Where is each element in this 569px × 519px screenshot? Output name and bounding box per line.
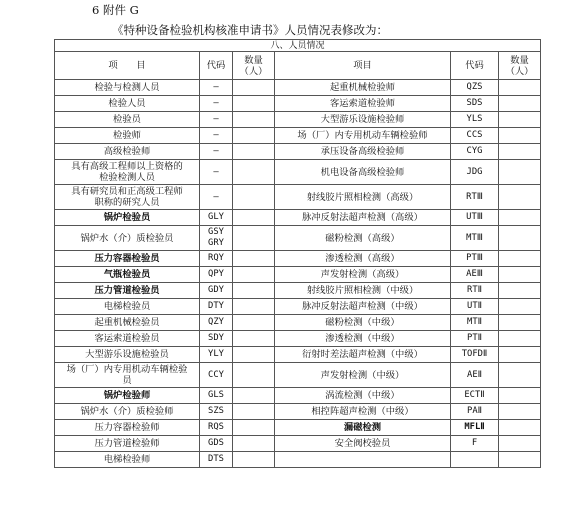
right-code-cell: JDG <box>451 160 499 185</box>
right-item-cell: 承压设备高级检验师 <box>275 144 451 160</box>
table-row <box>55 251 541 267</box>
right-count-cell <box>499 331 541 347</box>
table-title: 八、人员情况 <box>55 40 541 52</box>
left-item-cell: 锅炉检验员 <box>55 210 200 226</box>
right-count-cell <box>499 452 541 468</box>
left-code-cell: GDS <box>200 436 233 452</box>
right-code-cell: AEⅢ <box>451 267 499 283</box>
table-row <box>55 331 541 347</box>
table-row <box>55 112 541 128</box>
right-item-cell: 渗透检测（高级） <box>275 251 451 267</box>
col-header-item: 项 目 <box>55 52 200 80</box>
left-count-cell <box>233 267 275 283</box>
left-count-cell <box>233 299 275 315</box>
left-item-cell: 气瓶检验员 <box>55 267 200 283</box>
left-count-cell <box>233 347 275 363</box>
left-count-cell <box>233 96 275 112</box>
left-count-cell <box>233 185 275 210</box>
right-code-cell: MTⅡ <box>451 315 499 331</box>
left-count-cell <box>233 315 275 331</box>
right-code-cell: SDS <box>451 96 499 112</box>
right-count-cell <box>499 251 541 267</box>
right-item-cell: 客运索道检验师 <box>275 96 451 112</box>
right-code-cell: MFLⅡ <box>451 420 499 436</box>
right-code-cell: PAⅡ <box>451 404 499 420</box>
right-item-cell <box>275 452 451 468</box>
table-header-row <box>55 52 541 80</box>
left-item-cell: 压力管道检验员 <box>55 283 200 299</box>
table-row <box>55 226 541 251</box>
table-row <box>55 144 541 160</box>
right-code-cell: PTⅡ <box>451 331 499 347</box>
left-item-cell: 电梯检验师 <box>55 452 200 468</box>
right-count-cell <box>499 404 541 420</box>
left-item-cell: 检验师 <box>55 128 200 144</box>
left-item-cell: 起重机械检验员 <box>55 315 200 331</box>
table-title-row <box>55 40 541 52</box>
right-code-cell: UTⅡ <box>451 299 499 315</box>
left-code-cell: — <box>200 185 233 210</box>
left-code-cell: DTS <box>200 452 233 468</box>
right-item-cell: 磁粉检测（高级） <box>275 226 451 251</box>
left-code-cell: — <box>200 144 233 160</box>
left-item-cell: 压力管道检验师 <box>55 436 200 452</box>
right-count-cell <box>499 80 541 96</box>
left-code-cell: — <box>200 80 233 96</box>
right-item-cell: 射线胶片照相检测（高级） <box>275 185 451 210</box>
col-header-item2: 项目 <box>275 52 451 80</box>
table-row <box>55 185 541 210</box>
table-row <box>55 128 541 144</box>
left-code-cell: YLY <box>200 347 233 363</box>
left-code-cell: — <box>200 112 233 128</box>
right-count-cell <box>499 347 541 363</box>
table-row <box>55 363 541 388</box>
left-code-cell: GLY <box>200 210 233 226</box>
left-count-cell <box>233 251 275 267</box>
col-header-code: 代码 <box>200 52 233 80</box>
right-count-cell <box>499 112 541 128</box>
left-code-cell: QZY <box>200 315 233 331</box>
left-count-cell <box>233 112 275 128</box>
right-count-cell <box>499 226 541 251</box>
table-row <box>55 388 541 404</box>
right-item-cell: 射线胶片照相检测（中级） <box>275 283 451 299</box>
right-item-cell: 声发射检测（高级） <box>275 267 451 283</box>
left-item-cell: 压力容器检验师 <box>55 420 200 436</box>
right-item-cell: 安全阀校验员 <box>275 436 451 452</box>
table-row <box>55 299 541 315</box>
table-row <box>55 452 541 468</box>
amendment-intro: 《特种设备检验机构核准申请书》人员情况表修改为： <box>112 23 388 37</box>
left-count-cell <box>233 226 275 251</box>
table-row <box>55 436 541 452</box>
right-count-cell <box>499 96 541 112</box>
left-code-cell: GDY <box>200 283 233 299</box>
left-count-cell <box>233 420 275 436</box>
left-item-cell: 高级检验师 <box>55 144 200 160</box>
left-code-cell: RQS <box>200 420 233 436</box>
right-count-cell <box>499 128 541 144</box>
left-count-cell <box>233 404 275 420</box>
left-item-cell: 检验与检测人员 <box>55 80 200 96</box>
right-item-cell: 机电设备高级检验师 <box>275 160 451 185</box>
right-count-cell <box>499 299 541 315</box>
right-count-cell <box>499 420 541 436</box>
table-row <box>55 160 541 185</box>
right-count-cell <box>499 144 541 160</box>
left-item-cell: 电梯检验员 <box>55 299 200 315</box>
left-item-cell: 具有高级工程师以上资格的 检验检测人员 <box>55 160 200 185</box>
left-item-cell: 锅炉水（介）质检验师 <box>55 404 200 420</box>
right-code-cell: PTⅢ <box>451 251 499 267</box>
right-item-cell: 磁粉检测（中级） <box>275 315 451 331</box>
left-code-cell: QPY <box>200 267 233 283</box>
left-count-cell <box>233 452 275 468</box>
right-item-cell: 大型游乐设施检验师 <box>275 112 451 128</box>
table-row <box>55 404 541 420</box>
right-count-cell <box>499 436 541 452</box>
left-count-cell <box>233 283 275 299</box>
right-count-cell <box>499 210 541 226</box>
right-item-cell: 场（厂）内专用机动车辆检验师 <box>275 128 451 144</box>
personnel-table <box>54 39 541 468</box>
table-row <box>55 347 541 363</box>
right-code-cell: CYG <box>451 144 499 160</box>
right-item-cell: 涡流检测（中级） <box>275 388 451 404</box>
right-count-cell <box>499 388 541 404</box>
left-item-cell: 锅炉水（介）质检验员 <box>55 226 200 251</box>
right-code-cell: ECTⅡ <box>451 388 499 404</box>
right-code-cell: AEⅡ <box>451 363 499 388</box>
table-row <box>55 315 541 331</box>
left-item-cell: 检验人员 <box>55 96 200 112</box>
attachment-heading: 6 附件 G <box>92 3 139 17</box>
left-code-cell: SZS <box>200 404 233 420</box>
right-item-cell: 脉冲反射法超声检测（高级） <box>275 210 451 226</box>
table-row <box>55 267 541 283</box>
left-count-cell <box>233 363 275 388</box>
right-item-cell: 漏磁检测 <box>275 420 451 436</box>
right-code-cell <box>451 452 499 468</box>
right-code-cell: CCS <box>451 128 499 144</box>
table-row <box>55 96 541 112</box>
right-count-cell <box>499 363 541 388</box>
right-code-cell: YLS <box>451 112 499 128</box>
left-code-cell: DTY <box>200 299 233 315</box>
left-item-cell: 锅炉检验师 <box>55 388 200 404</box>
left-item-cell: 压力容器检验员 <box>55 251 200 267</box>
col-header-count: 数量 （人） <box>233 52 275 80</box>
col-header-count2: 数量 （人） <box>499 52 541 80</box>
right-item-cell: 衍射时差法超声检测（中级） <box>275 347 451 363</box>
left-count-cell <box>233 210 275 226</box>
left-item-cell: 客运索道检验员 <box>55 331 200 347</box>
left-code-cell: — <box>200 160 233 185</box>
left-count-cell <box>233 331 275 347</box>
left-count-cell <box>233 160 275 185</box>
right-item-cell: 声发射检测（中级） <box>275 363 451 388</box>
left-count-cell <box>233 388 275 404</box>
left-code-cell: — <box>200 128 233 144</box>
table-row <box>55 210 541 226</box>
right-code-cell: TOFDⅡ <box>451 347 499 363</box>
left-code-cell: GSY GRY <box>200 226 233 251</box>
right-item-cell: 起重机械检验师 <box>275 80 451 96</box>
right-code-cell: QZS <box>451 80 499 96</box>
right-code-cell: F <box>451 436 499 452</box>
left-count-cell <box>233 144 275 160</box>
table-row <box>55 80 541 96</box>
right-code-cell: RTⅢ <box>451 185 499 210</box>
right-count-cell <box>499 283 541 299</box>
col-header-code2: 代码 <box>451 52 499 80</box>
right-code-cell: MTⅢ <box>451 226 499 251</box>
left-code-cell: GLS <box>200 388 233 404</box>
left-code-cell: RQY <box>200 251 233 267</box>
table-row <box>55 420 541 436</box>
right-code-cell: UTⅢ <box>451 210 499 226</box>
left-item-cell: 大型游乐设施检验员 <box>55 347 200 363</box>
left-item-cell: 场（厂）内专用机动车辆检验 员 <box>55 363 200 388</box>
right-count-cell <box>499 185 541 210</box>
left-count-cell <box>233 128 275 144</box>
left-item-cell: 具有研究员和正高级工程师 职称的研究人员 <box>55 185 200 210</box>
right-count-cell <box>499 315 541 331</box>
right-count-cell <box>499 267 541 283</box>
table-row <box>55 283 541 299</box>
left-item-cell: 检验员 <box>55 112 200 128</box>
left-count-cell <box>233 436 275 452</box>
left-code-cell: — <box>200 96 233 112</box>
right-code-cell: RTⅡ <box>451 283 499 299</box>
left-count-cell <box>233 80 275 96</box>
right-item-cell: 相控阵超声检测（中级） <box>275 404 451 420</box>
left-code-cell: SDY <box>200 331 233 347</box>
left-code-cell: CCY <box>200 363 233 388</box>
right-item-cell: 渗透检测（中级） <box>275 331 451 347</box>
right-count-cell <box>499 160 541 185</box>
right-item-cell: 脉冲反射法超声检测（中级） <box>275 299 451 315</box>
